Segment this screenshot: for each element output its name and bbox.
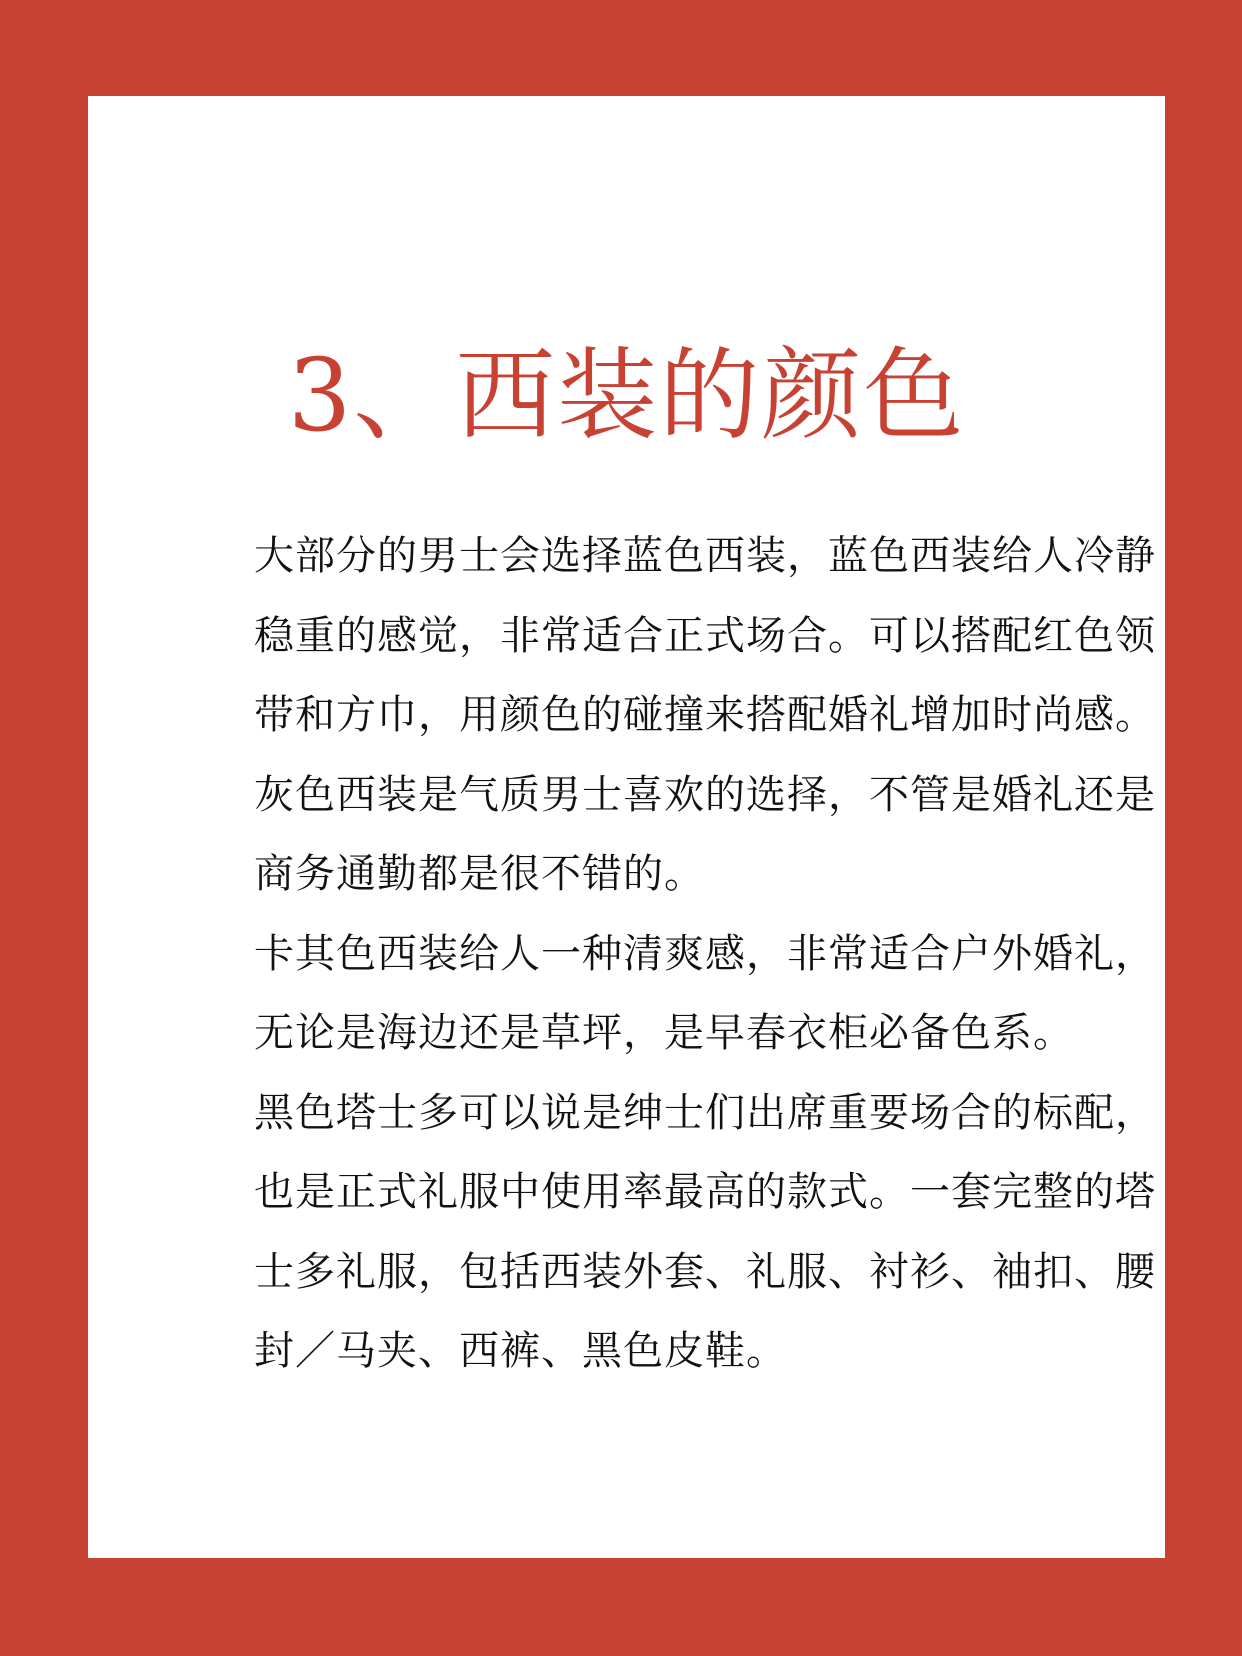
paragraph-gray-suit: 灰色西装是气质男士喜欢的选择，不管是婚礼还是商务通勤都是很不错的。 [254,771,1156,897]
page-title: 3、西装的颜色 [287,337,966,454]
paragraph-khaki-suit: 卡其色西装给人一种清爽感，非常适合户外婚礼，无论是海边还是草坪，是早春衣柜必备色系。 [254,930,1156,1056]
content-card [88,96,1165,1558]
article-body [254,517,1160,1392]
paragraph-blue-suit: 大部分的男士会选择蓝色西装，蓝色西装给人冷静稳重的感觉，非常适合正式场合。可以搭配红色领带和方巾，用颜色的碰撞来搭配婚礼增加时尚感。 [254,533,1156,738]
paragraph-tuxedo: 黑色塔士多可以说是绅士们出席重要场合的标配，也是正式礼服中使用率最高的款式。一套完整的塔士多礼服，包括西装外套、礼服、衬衫、袖扣、腰封／马夹、西裤、黑色皮鞋。 [254,1089,1156,1374]
